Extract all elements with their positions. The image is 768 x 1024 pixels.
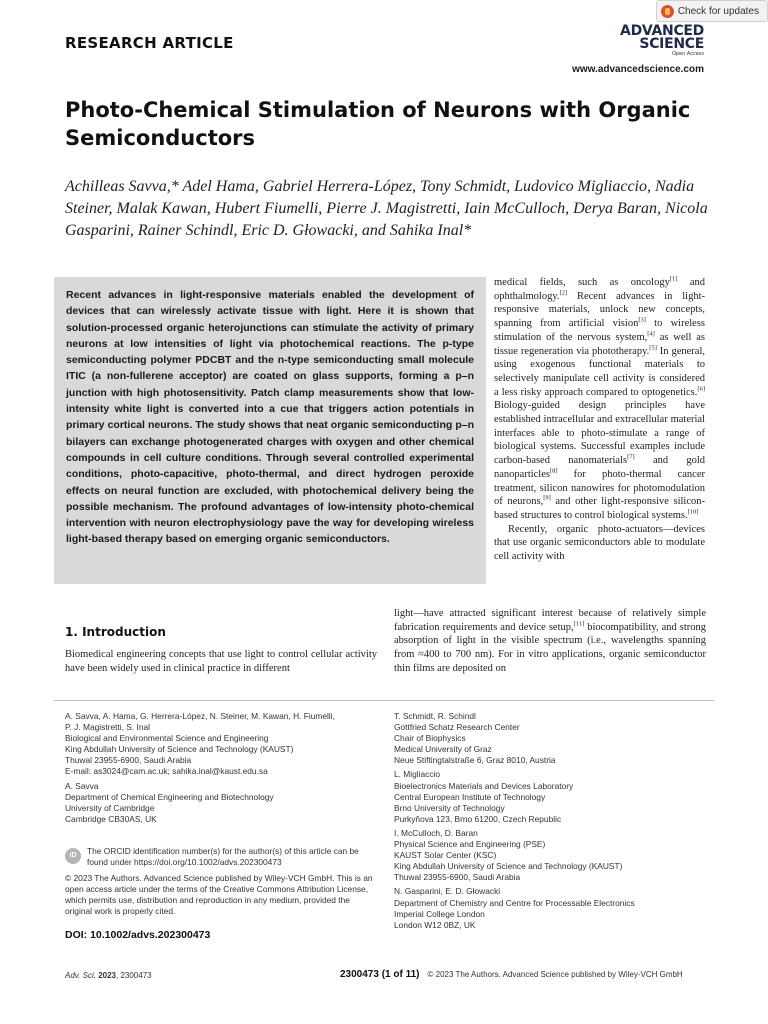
- doi-link[interactable]: DOI: 10.1002/advs.202300473: [65, 929, 211, 941]
- check-for-updates-button[interactable]: [656, 0, 768, 22]
- introduction-heading: 1. Introduction: [65, 625, 166, 639]
- abstract-box: [54, 277, 486, 584]
- text-run: Biology-guided design principles have established intracellular and extracellular material interfaces able to photo-stimulate a range of biological systems. Successful examples include carbon-based nanomaterials: [494, 400, 705, 467]
- affiliation-line: Chair of Biophysics: [394, 733, 466, 744]
- reference-link[interactable]: [4]: [647, 330, 655, 338]
- affiliation-line: E-mail: as3024@cam.ac.uk; sahika.inal@kaust.edu.sa: [65, 766, 268, 777]
- logo-line-1: ADVANCED: [620, 23, 704, 39]
- affiliation-line: King Abdullah University of Science and Technology (KAUST): [65, 744, 294, 755]
- affiliation-line: KAUST Solar Center (KSC): [394, 850, 497, 861]
- wide-column-text: [394, 607, 706, 676]
- affiliation-line: P. J. Magistretti, S. Inal: [65, 722, 151, 733]
- affiliation-line: Bioelectronics Materials and Devices Laboratory: [394, 780, 574, 791]
- affiliation-line: Brno University of Technology: [394, 802, 505, 813]
- affiliation-line: Purkyňova 123, Brno 61200, Czech Republic: [394, 813, 562, 824]
- right-column-paragraph-2: Recently, organic photo-actuators—devices that use organic semiconductors able to modulate cell activity with: [494, 523, 705, 563]
- text-run: medical fields, such as oncology: [494, 277, 670, 288]
- reference-link[interactable]: [10]: [687, 508, 699, 516]
- introduction-text: [65, 648, 377, 675]
- affiliation-line: London W12 0BZ, UK: [394, 919, 476, 930]
- affiliation-line: Gottfried Schatz Research Center: [394, 722, 520, 733]
- affiliation-line: Thuwal 23955-6900, Saudi Arabia: [394, 872, 521, 883]
- journal-url-link[interactable]: www.advancedscience.com: [572, 64, 704, 75]
- text-run: Recent advances in light-responsive materials, unlock new concepts, spanning from artificial vision: [494, 290, 705, 330]
- right-column-text: [494, 276, 705, 564]
- orcid-text[interactable]: The ORCID identification number(s) for the author(s) of this article can be found under https://doi.org/10.1002/advs.202300473: [87, 846, 359, 867]
- reference-link[interactable]: [1]: [669, 275, 678, 283]
- reference-link[interactable]: [6]: [697, 385, 705, 393]
- reference-link[interactable]: [9]: [543, 494, 551, 502]
- journal-logo: [620, 24, 704, 57]
- affiliation-block: [65, 711, 377, 778]
- abstract-text: Recent advances in light-responsive materials enabled the development of devices that can wirelessly activate tissue with light. Here it is shown that solution-processed organic heterojunctions can stimulate the activity of primary neurons at low intensities of light via photochemical reactions. The p-type semiconducting polymer PDCBT and the n-type semiconducting small molecule ITIC (a non-fullerene acceptor) are coated on glass supports, forming a p–n junction with high photosensitivity. Patch clamp measurements show that low-intensity white light is converted into a cue that triggers action potentials in primary cortical neurons. The study shows that neat organic semiconducting p–n bilayers can exchange photogenerated charges with oxygen and other chemical compounds in cell culture conditions. Through several controlled experimental conditions, photo-capacitive, photo-thermal, and direct hydrogen peroxide effects on neural function are excluded, with photochemical delivery being the possible mechanism. The profound advantages of low-intensity photo-chemical intervention with neuron electrophysiology pave the way for developing wireless light-based therapy based on emerging organic semiconductors.: [66, 289, 474, 546]
- affiliation-divider: [54, 700, 714, 701]
- reference-link[interactable]: [2]: [559, 289, 568, 297]
- affiliation-line: Department of Chemistry and Centre for Processable Electronics: [394, 897, 635, 908]
- affiliation-line: King Abdullah University of Science and Technology (KAUST): [394, 861, 623, 872]
- wide-paragraph: [394, 607, 706, 676]
- affiliation-line: Biological and Environmental Science and Engineering: [65, 733, 269, 744]
- affiliation-line: A. Savva: [65, 780, 99, 791]
- affiliation-line: N. Gasparini, E. D. Głowacki: [394, 886, 501, 897]
- footer-page-info: [340, 969, 683, 980]
- text-run: and ophthalmology.: [494, 277, 705, 302]
- footer-copyright: © 2023 The Authors. Advanced Science published by Wiley-VCH GmbH: [427, 970, 683, 979]
- affiliation-line: Central European Institute of Technology: [394, 791, 546, 802]
- text-run: and gold nanoparticles: [494, 455, 705, 480]
- affiliations-left: [65, 711, 377, 828]
- footer-article-number: , 2300473: [116, 971, 152, 980]
- affiliation-line: Thuwal 23955-6900, Saudi Arabia: [65, 755, 192, 766]
- text-run: to wireless stimulation of the nervous system,: [494, 318, 706, 343]
- affiliation-line: University of Cambridge: [65, 802, 155, 813]
- orcid-icon: iD: [65, 848, 81, 864]
- affiliation-block: [65, 781, 377, 825]
- affiliation-block: [394, 886, 714, 930]
- crossmark-icon: [661, 5, 674, 18]
- logo-line-3: Open Access: [671, 51, 704, 57]
- orcid-notice: [65, 846, 379, 868]
- footer-journal-name: Adv. Sci.: [65, 971, 96, 980]
- affiliation-line: I. McCulloch, D. Baran: [394, 827, 478, 838]
- affiliation-line: Neue Stiftingtalstraße 6, Graz 8010, Austria: [394, 755, 556, 766]
- affiliation-line: Imperial College London: [394, 908, 485, 919]
- affiliation-line: Cambridge CB30AS, UK: [65, 813, 157, 824]
- logo-line-2: SCIENCE: [639, 36, 704, 52]
- reference-link[interactable]: [8]: [549, 467, 558, 475]
- affiliation-line: Medical University of Graz: [394, 744, 492, 755]
- reference-link[interactable]: [11]: [573, 620, 585, 628]
- affiliation-block: [394, 711, 714, 766]
- license-notice: © 2023 The Authors. Advanced Science published by Wiley-VCH GmbH. This is an open access article under the terms of the Creative Commons Attribution License, which permits use, distribution and reproduction in any medium, provided the original work is properly cited.: [65, 873, 373, 917]
- text-run: and other light-responsive silicon-based structures to control biological systems.: [494, 496, 705, 521]
- check-for-updates-label: Check for updates: [677, 5, 759, 17]
- reference-link[interactable]: [5]: [649, 344, 657, 352]
- text-run: biocompatibility, and strong absorption of light in the visible spectrum (i.e., wavelengths spanning from ≈400 to 700 nm). For in vitro applications, organic semiconductor thin films are deposited on: [394, 621, 706, 674]
- affiliation-line: T. Schmidt, R. Schindl: [394, 711, 476, 721]
- affiliation-line: Department of Chemical Engineering and Biotechnology: [65, 791, 274, 802]
- text-run: as well as tissue regeneration via phototherapy.: [494, 331, 705, 357]
- footer-year: 2023: [95, 971, 117, 980]
- author-list: Achilleas Savva,* Adel Hama, Gabriel Herrera-López, Tony Schmidt, Ludovico Migliaccio, Nadia Steiner, Malak Kawan, Hubert Fiumelli, Pierre J. Magistretti, Iain McCulloch, Derya Baran, Nicola Gasparini, Rainer Schindl, Eric D. Głowacki, and Sahika Inal*: [65, 178, 708, 239]
- affiliation-line: L. Migliaccio: [394, 769, 441, 780]
- right-column-paragraph-1: [494, 276, 705, 523]
- affiliation-block: [394, 828, 714, 883]
- page-number: 2300473 (1 of 11): [340, 969, 420, 980]
- reference-link[interactable]: [7]: [627, 453, 635, 461]
- affiliation-line: A. Savva, A. Hama, G. Herrera-López, N. Steiner, M. Kawan, H. Fiumelli,: [65, 711, 335, 721]
- text-run: light—have attracted significant interest because of relatively simple fabrication requirements and device setup,: [394, 608, 706, 633]
- affiliation-block: [394, 769, 714, 824]
- affiliation-line: Physical Science and Engineering (PSE): [394, 839, 546, 850]
- text-run: In general, using exogenous functional materials to selectively manipulate cell activity is considered a less risky approach compared to optogenetics.: [494, 345, 705, 398]
- article-title: Photo-Chemical Stimulation of Neurons with Organic Semiconductors: [65, 98, 691, 150]
- section-label: RESEARCH ARTICLE: [65, 34, 234, 52]
- footer-journal-citation: [65, 971, 152, 980]
- reference-link[interactable]: [3]: [638, 316, 646, 324]
- text-run: for photo-thermal cancer treatment, silicon nanowires for photomodulation of neurons,: [494, 468, 705, 508]
- affiliations-right: [394, 711, 714, 934]
- introduction-paragraph: Biomedical engineering concepts that use light to control cellular activity have been widely used in clinical practice in different: [65, 649, 377, 674]
